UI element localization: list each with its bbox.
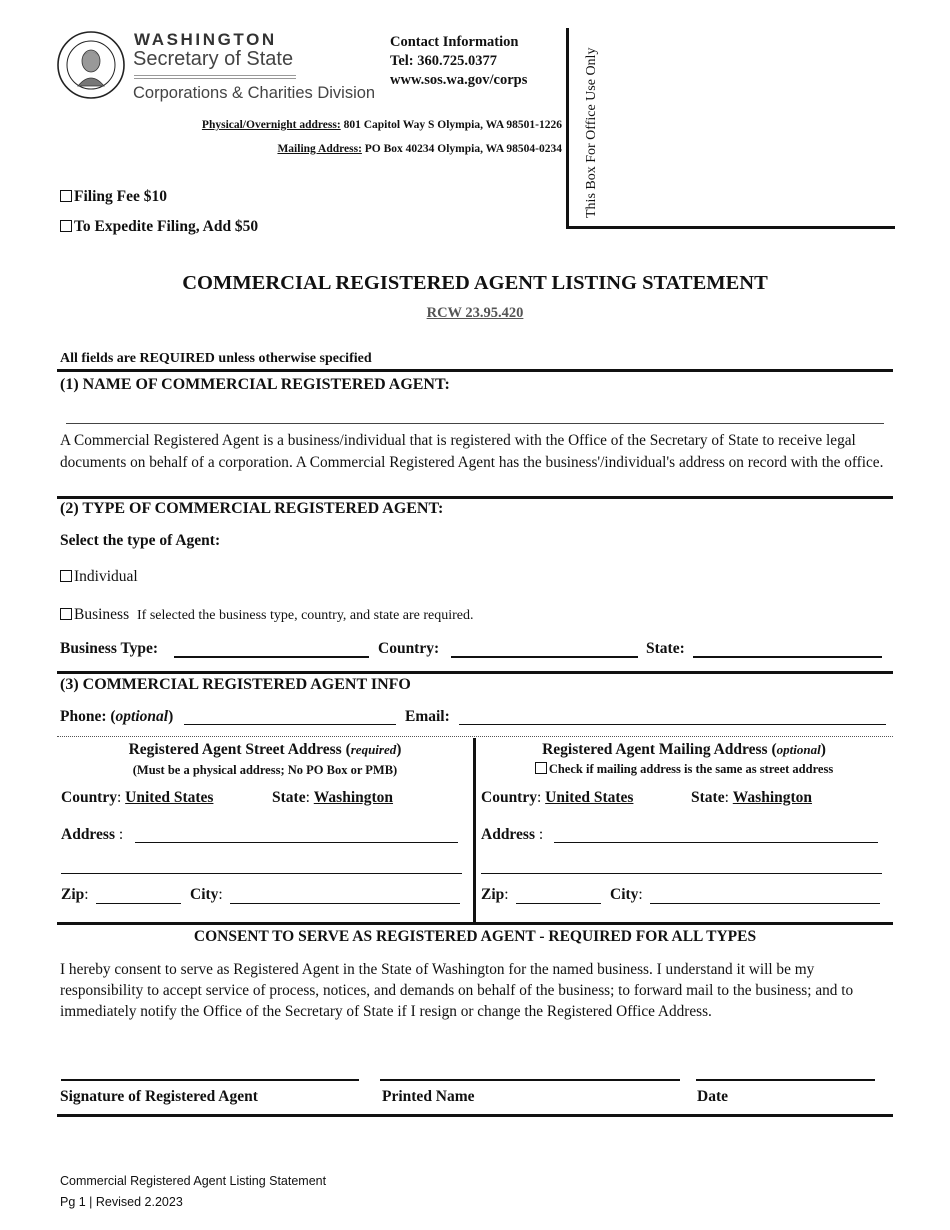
mailing-state: State: Washington bbox=[691, 789, 813, 806]
state-seal-icon bbox=[56, 30, 126, 100]
mailing-state-value[interactable]: Washington bbox=[732, 789, 813, 806]
street-address-label-text: Address bbox=[61, 826, 115, 843]
individual-option[interactable] bbox=[60, 568, 138, 586]
business-state-label: State: bbox=[646, 640, 685, 657]
agent-name-input[interactable] bbox=[66, 423, 884, 424]
mailing-optional-note: optional bbox=[776, 742, 821, 757]
physical-address bbox=[202, 119, 562, 131]
street-required-note: required bbox=[350, 742, 397, 757]
same-address-checkbox[interactable] bbox=[535, 762, 547, 774]
business-type-input[interactable] bbox=[174, 656, 369, 658]
form-title: COMMERCIAL REGISTERED AGENT LISTING STATEMENT bbox=[182, 272, 768, 294]
expedite-checkbox[interactable] bbox=[60, 220, 72, 232]
business-label: Business bbox=[74, 606, 130, 623]
section1-top-rule bbox=[57, 369, 893, 372]
signature-label: Signature of Registered Agent bbox=[60, 1088, 258, 1105]
mailing-address-input-line1[interactable] bbox=[554, 842, 878, 843]
email-input[interactable] bbox=[459, 724, 886, 725]
section2-heading: (2) TYPE OF COMMERCIAL REGISTERED AGENT: bbox=[60, 500, 444, 517]
email-label: Email: bbox=[405, 708, 450, 725]
mailing-country: Country: United States bbox=[481, 789, 634, 806]
street-state: State: Washington bbox=[272, 789, 394, 806]
street-country: Country: United States bbox=[61, 789, 214, 806]
printed-name-input[interactable] bbox=[380, 1079, 680, 1081]
mailing-city-label: City: bbox=[610, 886, 643, 903]
street-address-subnote: (Must be a physical address; No PO Box or PMB) bbox=[132, 763, 398, 777]
contact-title: Contact Information bbox=[390, 34, 519, 50]
mailing-address bbox=[277, 143, 562, 155]
street-zip-input[interactable] bbox=[96, 903, 181, 904]
section3-heading: (3) COMMERCIAL REGISTERED AGENT INFO bbox=[60, 676, 411, 693]
street-zip-label-text: Zip bbox=[61, 886, 85, 903]
section1-heading: (1) NAME OF COMMERCIAL REGISTERED AGENT: bbox=[60, 376, 450, 393]
required-note: All fields are REQUIRED unless otherwise specified bbox=[60, 351, 372, 366]
filing-fee-checkbox[interactable] bbox=[60, 190, 72, 202]
mailing-address-input-line2[interactable] bbox=[481, 873, 882, 874]
office-box-left-border bbox=[566, 28, 569, 226]
street-city-label-text: City bbox=[190, 886, 219, 903]
section1-description: A Commercial Registered Agent is a business/individual that is registered with the Office of the Secretary of State to receive legal documents on behalf of a corporation. A Commercial Registered Agent has the business'/individual's address on record with the office. bbox=[60, 432, 884, 471]
mailing-city-label-text: City bbox=[610, 886, 639, 903]
street-city-input[interactable] bbox=[230, 903, 460, 904]
org-name-secretary: Secretary of State bbox=[133, 48, 294, 70]
filing-fee-label: Filing Fee $10 bbox=[74, 188, 167, 205]
contact-web: www.sos.wa.gov/corps bbox=[390, 72, 528, 88]
mailing-address-value: PO Box 40234 Olympia, WA 98504-0234 bbox=[364, 143, 562, 155]
expedite-option[interactable] bbox=[60, 218, 258, 236]
mailing-state-label: State bbox=[691, 789, 725, 806]
business-country-input[interactable] bbox=[451, 656, 638, 658]
phone-label-text: Phone: bbox=[60, 708, 107, 725]
office-box-bottom-border bbox=[566, 226, 895, 229]
mailing-address-label: Mailing Address: bbox=[277, 143, 362, 155]
business-checkbox[interactable] bbox=[60, 608, 72, 620]
org-divider bbox=[134, 75, 296, 76]
filing-fee-option[interactable] bbox=[60, 188, 167, 206]
mailing-title-text: Registered Agent Mailing Address bbox=[542, 741, 768, 758]
phone-label: Phone: (optional) bbox=[60, 708, 174, 725]
expedite-label: To Expedite Filing, Add $50 bbox=[74, 218, 259, 235]
address-top-dotted-rule bbox=[57, 736, 893, 737]
mailing-city-input[interactable] bbox=[650, 903, 880, 904]
same-address-option[interactable] bbox=[476, 762, 892, 777]
date-label: Date bbox=[697, 1088, 728, 1105]
consent-top-rule bbox=[57, 922, 893, 925]
street-city-label: City: bbox=[190, 886, 223, 903]
physical-address-label: Physical/Overnight address: bbox=[201, 119, 341, 131]
footer-page-info: Pg 1 | Revised 2.2023 bbox=[60, 1195, 183, 1209]
street-state-label: State bbox=[272, 789, 306, 806]
phone-optional-note: optional bbox=[115, 708, 169, 725]
org-name-washington: WASHINGTON bbox=[134, 30, 277, 49]
mailing-address-label-text: Address bbox=[481, 826, 535, 843]
individual-checkbox[interactable] bbox=[60, 570, 72, 582]
street-title-text: Registered Agent Street Address bbox=[128, 741, 342, 758]
street-country-label: Country bbox=[61, 789, 117, 806]
date-input[interactable] bbox=[696, 1079, 875, 1081]
footer-doc-name: Commercial Registered Agent Listing Statement bbox=[60, 1174, 327, 1188]
signature-input[interactable] bbox=[61, 1079, 359, 1081]
business-country-label: Country: bbox=[378, 640, 440, 657]
street-address-input-line2[interactable] bbox=[61, 873, 462, 874]
business-state-input[interactable] bbox=[693, 656, 882, 658]
mailing-country-label: Country bbox=[481, 789, 537, 806]
mailing-zip-label: Zip: bbox=[481, 886, 509, 903]
mailing-zip-input[interactable] bbox=[516, 903, 601, 904]
contact-tel: Tel: 360.725.0377 bbox=[390, 53, 498, 69]
street-country-value[interactable]: United States bbox=[125, 789, 214, 806]
mailing-address-title: Registered Agent Mailing Address (optional) bbox=[542, 741, 826, 758]
street-address-title: Registered Agent Street Address (required) bbox=[128, 741, 402, 758]
office-box-label: This Box For Office Use Only bbox=[584, 47, 599, 218]
street-address-input-line1[interactable] bbox=[135, 842, 458, 843]
select-type-label: Select the type of Agent: bbox=[60, 532, 221, 549]
business-note: If selected the business type, country, and state are required. bbox=[137, 608, 474, 623]
phone-input[interactable] bbox=[184, 724, 396, 725]
org-division: Corporations & Charities Division bbox=[133, 84, 376, 102]
business-option[interactable] bbox=[60, 606, 474, 624]
consent-bottom-rule bbox=[57, 1114, 893, 1117]
street-state-value[interactable]: Washington bbox=[313, 789, 394, 806]
printed-name-label: Printed Name bbox=[382, 1088, 475, 1105]
mailing-zip-label-text: Zip bbox=[481, 886, 505, 903]
physical-address-value: 801 Capitol Way S Olympia, WA 98501-1226 bbox=[343, 119, 562, 131]
street-zip-label: Zip: bbox=[61, 886, 89, 903]
individual-label: Individual bbox=[74, 568, 138, 585]
section3-top-rule bbox=[57, 671, 893, 674]
street-address-label: Address : bbox=[61, 826, 124, 843]
business-type-label: Business Type: bbox=[60, 640, 159, 657]
same-address-label: Check if mailing address is the same as street address bbox=[548, 762, 834, 776]
consent-heading: CONSENT TO SERVE AS REGISTERED AGENT - REQUIRED FOR ALL TYPES bbox=[193, 928, 757, 945]
mailing-country-value[interactable]: United States bbox=[545, 789, 634, 806]
section2-top-rule bbox=[57, 496, 893, 499]
consent-text: I hereby consent to serve as Registered Agent in the State of Washington for the named business. I understand it will be my responsibility to accept service of process, notices, and demands on behalf of the business; to forward mail to the business; and to immediately notify the Office of the Secretary of State if I resign or change the Registered Office Address. bbox=[60, 961, 854, 1020]
mailing-address-label: Address : bbox=[481, 826, 544, 843]
rcw-link[interactable]: RCW 23.95.420 bbox=[426, 305, 524, 321]
